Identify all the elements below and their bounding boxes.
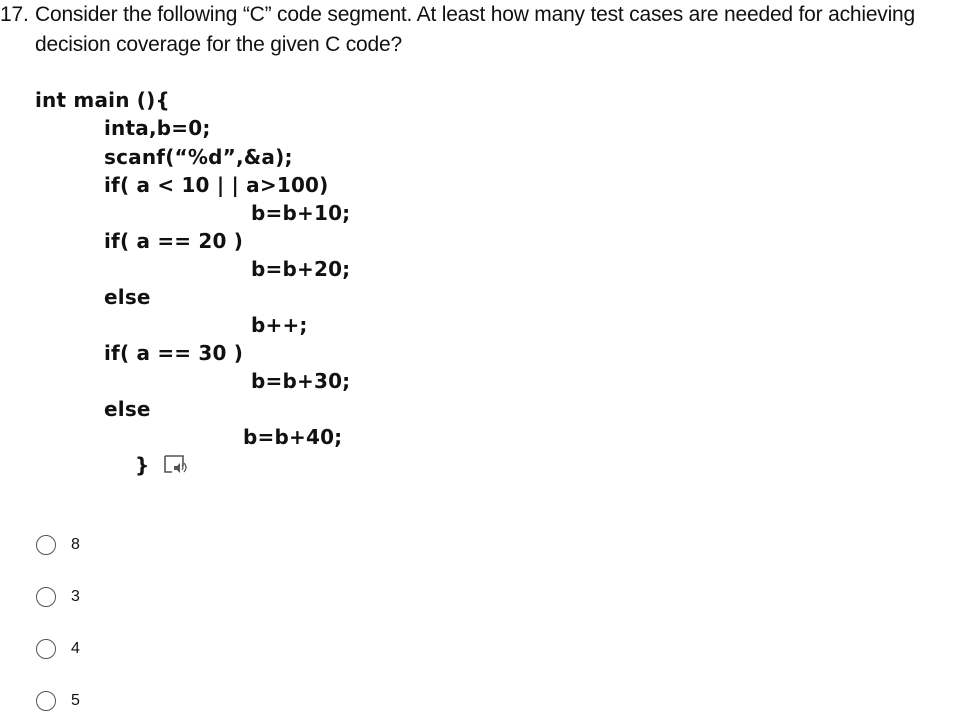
radio-button[interactable] bbox=[36, 639, 56, 659]
radio-button[interactable] bbox=[36, 587, 56, 607]
code-line: if( a == 20 ) bbox=[104, 229, 244, 253]
option-4[interactable] bbox=[36, 637, 80, 661]
radio-button[interactable] bbox=[36, 691, 56, 711]
question-text-line-1: Consider the following “C” code segment. At least how many test cases are needed for achieving bbox=[35, 3, 916, 26]
code-line: b=b+10; bbox=[251, 201, 351, 225]
option-label: 5 bbox=[71, 692, 80, 709]
option-3[interactable] bbox=[36, 585, 80, 609]
code-line: if( a < 10 | | a>100) bbox=[104, 173, 329, 197]
code-line: b=b+40; bbox=[243, 425, 343, 449]
code-line: if( a == 30 ) bbox=[104, 341, 244, 365]
code-line: inta,b=0; bbox=[104, 116, 211, 140]
code-line: b=b+30; bbox=[251, 369, 351, 393]
speaker-icon[interactable] bbox=[163, 452, 191, 478]
option-8[interactable] bbox=[36, 533, 80, 557]
code-line: else bbox=[104, 285, 151, 309]
option-5[interactable] bbox=[36, 689, 80, 713]
option-label: 8 bbox=[71, 536, 80, 553]
option-label: 4 bbox=[71, 640, 80, 657]
code-line: b=b+20; bbox=[251, 257, 351, 281]
question-number: 17. bbox=[0, 3, 29, 26]
radio-button[interactable] bbox=[36, 535, 56, 555]
question-text-line-2: decision coverage for the given C code? bbox=[35, 33, 402, 56]
closing-brace: } bbox=[135, 453, 150, 477]
code-line: else bbox=[104, 397, 151, 421]
option-label: 3 bbox=[71, 588, 80, 605]
code-line: b++; bbox=[251, 313, 308, 337]
code-line: scanf(“%d”,&a); bbox=[104, 145, 293, 169]
code-line: int main (){ bbox=[35, 88, 170, 112]
